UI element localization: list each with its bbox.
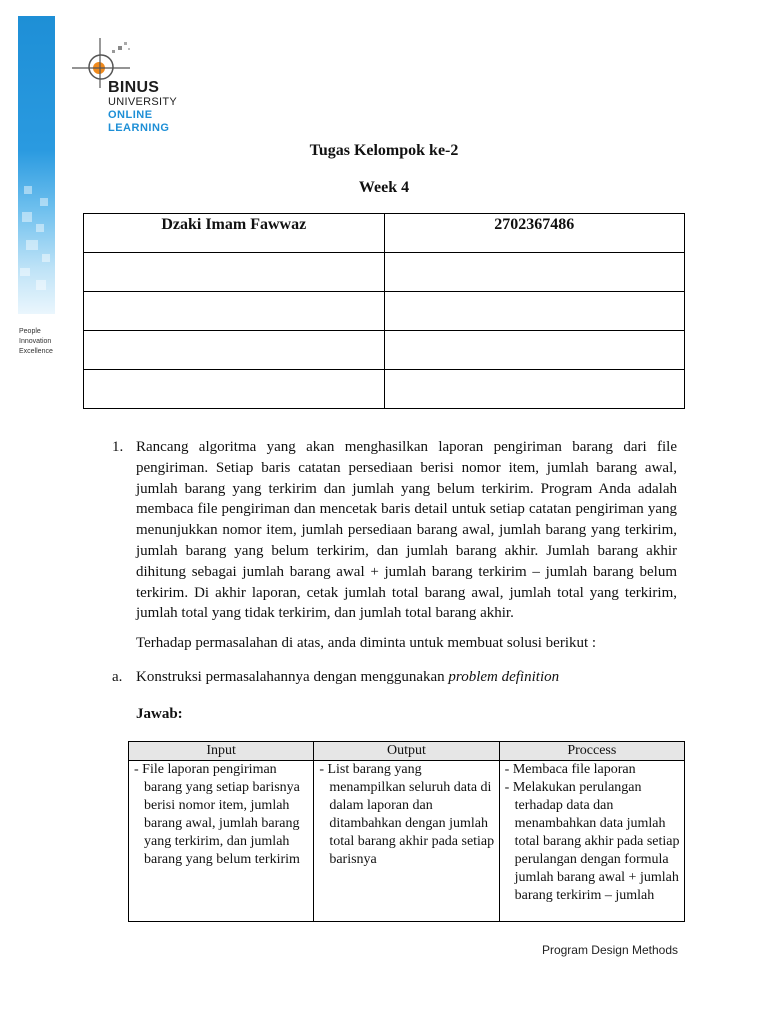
member-name <box>84 370 385 409</box>
document-title: Tugas Kelompok ke-2 <box>309 142 459 159</box>
process-item: - Melakukan perulangan terhadap data dan menambahkan data jumlah total barang akhir pada setiap perulangan dengan formula jumlah barang awal + jumlah barang terkirim – jumlah <box>504 780 680 903</box>
output-item: - List barang yang menampilkan seluruh data di dalam laporan dan ditambahkan dengan jumlah total barang akhir pada setiap barisnya <box>319 762 495 867</box>
member-id <box>384 253 685 292</box>
input-cell <box>129 761 314 922</box>
table-row <box>84 370 685 409</box>
instruction-text: Terhadap permasalahan di atas, anda diminta untuk membuat solusi berikut : <box>136 635 597 651</box>
brand-tagline: People Innovation Excellence <box>19 328 53 355</box>
member-name: Dzaki Imam Fawwaz <box>84 214 385 253</box>
header-process: Proccess <box>499 742 684 761</box>
member-id <box>384 370 685 409</box>
process-item: - Membaca file laporan <box>504 762 636 777</box>
process-cell <box>499 761 684 922</box>
table-row <box>84 292 685 331</box>
question-number: 1. <box>112 439 124 455</box>
week-label: Week 4 <box>358 179 410 196</box>
answer-label: Jawab: <box>136 706 183 722</box>
part-a-text-plain: Konstruksi permasalahannya dengan menggunakan <box>136 669 449 685</box>
brand-side-bar <box>18 16 55 314</box>
member-name <box>84 292 385 331</box>
part-a-label: a. <box>112 669 123 685</box>
table-row <box>84 331 685 370</box>
table-row <box>84 253 685 292</box>
table-header-row <box>129 742 685 761</box>
part-a-text <box>136 669 559 686</box>
question-text: Rancang algoritma yang akan menghasilkan laporan pengiriman barang dari file pengiriman. Setiap baris catatan persediaan berisi nomor item, jumlah barang awal, jumlah barang yang terkirim dan jumlah yang belum terkirim. Program Anda adalah membaca file pengiriman dan mencetak baris detail untuk setiap catatan pengiriman yang menunjukkan nomor item, jumlah persediaan barang awal, jumlah barang yang terkirim, jumlah barang yang belum terkirim, dan jumlah barang akhir. Jumlah barang akhir dihitung sebagai jumlah barang awal + jumlah barang terkirim – jumlah barang belum terkirim. Di akhir laporan, cetak jumlah total barang awal, jumlah total yang terkirim, jumlah total yang tidak terkirim, dan jumlah total barang akhir. <box>136 439 677 622</box>
table-row <box>129 761 685 922</box>
input-item: - File laporan pengiriman barang yang setiap barisnya berisi nomor item, jumlah barang awal, jumlah barang yang terkirim, dan jumlah barang yang belum terkirim <box>134 762 300 867</box>
member-name <box>84 253 385 292</box>
header-output: Output <box>314 742 499 761</box>
solution-table <box>128 741 685 922</box>
question-1 <box>112 437 677 624</box>
member-id <box>384 331 685 370</box>
header-input: Input <box>129 742 314 761</box>
output-cell <box>314 761 499 922</box>
binus-wordmark: BINUS UNIVERSITY ONLINE LEARNING <box>108 79 178 134</box>
table-row <box>84 214 685 253</box>
member-id <box>384 292 685 331</box>
member-name <box>84 331 385 370</box>
page-footer: Program Design Methods <box>541 943 678 957</box>
members-table <box>83 213 685 409</box>
part-a-text-italic: problem definition <box>448 669 560 685</box>
member-id: 2702367486 <box>384 214 685 253</box>
